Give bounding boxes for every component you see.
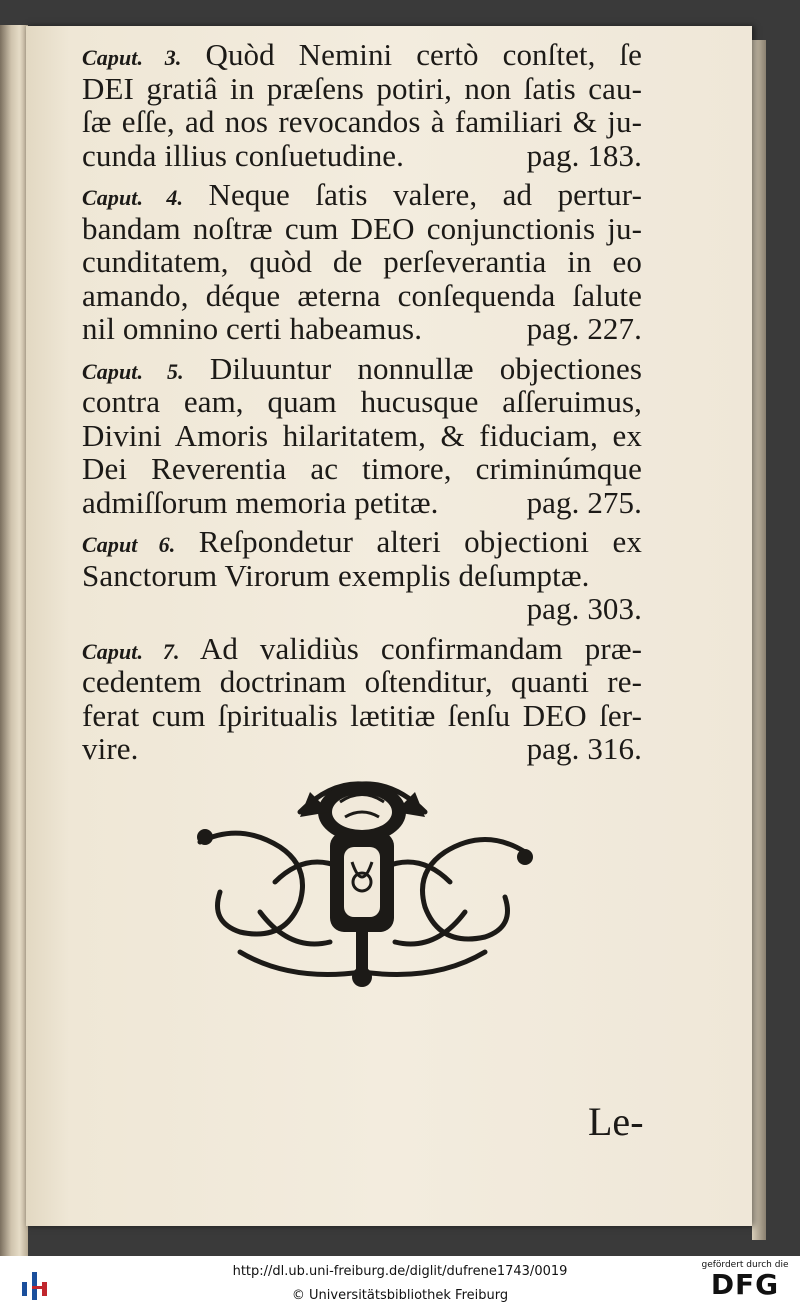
- text-line: [82, 486, 642, 520]
- line-text: Reſpondetur alteri objectioni ex: [198, 524, 642, 559]
- text-line: [82, 72, 642, 106]
- text-line: [82, 419, 642, 453]
- line-text: Neque ſatis valere, ad pertur-: [208, 177, 642, 212]
- text-line: [82, 699, 642, 733]
- line-text: ſæ eſſe, ad nos revocandos à familiari & ju-: [82, 104, 642, 139]
- line-text: contra eam, quam hucusque aſſeruimus,: [82, 384, 642, 419]
- line-text: cunda illius conſuetudine.: [82, 137, 404, 173]
- text-line: [82, 452, 642, 486]
- text-line: [82, 279, 642, 313]
- line-text: DEI gratiâ in præſens potiri, non ſatis cau-: [82, 70, 642, 106]
- page-reference: pag. 275.: [526, 484, 642, 520]
- page-reference: pag. 183.: [526, 137, 642, 173]
- chapter-label: Caput. 5.: [82, 358, 184, 384]
- text-line: [82, 525, 642, 559]
- chapter-label: Caput. 7.: [82, 638, 180, 664]
- decorative-vignette: [180, 772, 545, 992]
- viewer-footer: [0, 1256, 800, 1312]
- text-line: [82, 105, 642, 139]
- line-text: Sanctorum Virorum exemplis deſumptæ.: [82, 557, 590, 593]
- text-line: [82, 352, 642, 386]
- dfg-funding-note: gefördert durch die: [701, 1260, 789, 1270]
- chapter-label: Caput. 4.: [82, 185, 184, 210]
- text-line: [82, 38, 642, 72]
- line-text: vire.: [82, 731, 139, 766]
- text-line: [82, 385, 642, 419]
- line-text: admiſſorum memoria petitæ.: [82, 484, 439, 520]
- catchword: Le-: [588, 1099, 644, 1144]
- line-text: bandam noſtræ cum DEO conjunctionis ju-: [82, 210, 642, 246]
- previous-page-edge: [0, 25, 28, 1256]
- text-line: [82, 178, 642, 212]
- line-text: amando, déque æterna conſequenda ſalute: [82, 277, 642, 313]
- page-reference: pag. 316.: [526, 731, 642, 766]
- line-text: Ad validiùs confirmandam præ-: [199, 630, 643, 666]
- line-text: Divini Amoris hilaritatem, & fiduciam, ex: [82, 417, 642, 453]
- page-edge-shadow: [752, 40, 766, 1240]
- page-reference: pag. 303.: [526, 591, 642, 626]
- text-line: [82, 245, 642, 279]
- text-line: [82, 559, 642, 593]
- line-text: Quòd Nemini certò conſtet, ſe: [205, 37, 642, 72]
- line-text: nil omnino certi habeamus.: [82, 311, 423, 346]
- text-line: [82, 212, 642, 246]
- text-line: [82, 139, 642, 173]
- table-of-contents-text: [82, 38, 642, 766]
- chapter-label: Caput 6.: [82, 532, 176, 557]
- text-line: [82, 732, 642, 766]
- line-text: ferat cum ſpiritualis lætitiæ ſenſu DEO ſer-: [82, 697, 642, 733]
- dfg-logo: [700, 1260, 790, 1308]
- text-line: [82, 312, 642, 346]
- text-line: [82, 592, 642, 626]
- line-text: Diluuntur nonnullæ objectiones: [209, 350, 642, 386]
- text-line: [82, 632, 642, 666]
- page-url[interactable]: http://dl.ub.uni-freiburg.de/diglit/dufrene1743/0019: [232, 1264, 568, 1279]
- line-text: cunditatem, quòd de perſeverantia in eo: [82, 244, 642, 279]
- copyright-notice: © Universitätsbibliothek Freiburg: [291, 1288, 509, 1303]
- line-text: cedentem doctrinam oſtenditur, quanti re-: [82, 664, 642, 699]
- dfg-wordmark: DFG: [710, 1268, 780, 1301]
- page-reference: pag. 227.: [526, 311, 642, 346]
- line-text: Dei Reverentia ac timore, criminúmque: [82, 451, 642, 486]
- text-line: [82, 665, 642, 699]
- chapter-label: Caput. 3.: [82, 45, 182, 70]
